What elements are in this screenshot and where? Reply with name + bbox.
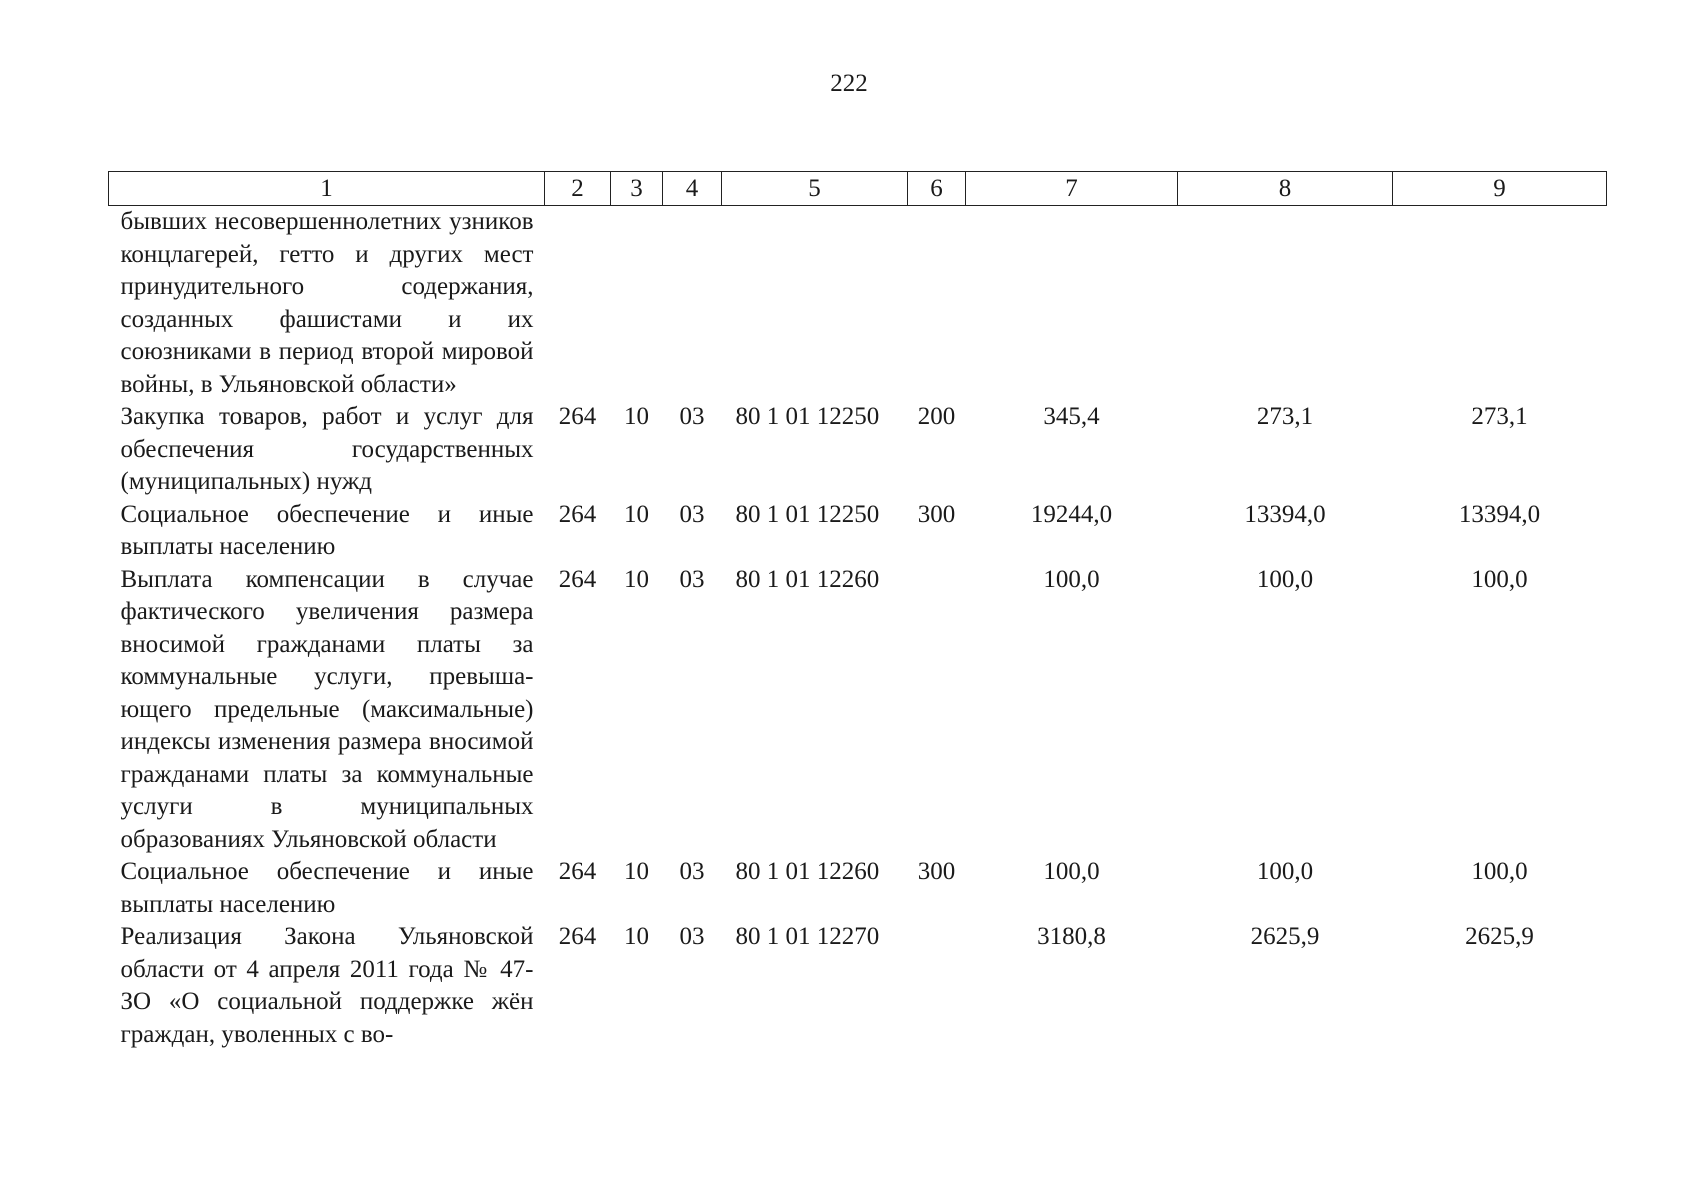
cell-col-2: 264 bbox=[558, 858, 597, 885]
cell-col-9: 273,1 bbox=[1471, 403, 1528, 430]
cell-col-2: 264 bbox=[558, 500, 597, 528]
cell-col-6 bbox=[908, 564, 966, 857]
page-number: 222 bbox=[830, 70, 868, 97]
budget-table bbox=[108, 171, 1607, 1051]
cell-col-6 bbox=[908, 921, 966, 1051]
cell-col-9 bbox=[1393, 206, 1607, 402]
cell-col-4: 03 bbox=[679, 858, 705, 885]
cell-col-4: 03 bbox=[679, 500, 705, 528]
cell-col-7: 19244,0 bbox=[1030, 500, 1113, 528]
row-name: Реализация Закона Ульяновской области от 4 апреля 2011 года № 47-ЗО «О социальной поддержке жён граждан, уволенных с во- bbox=[120, 923, 534, 1048]
row-name: Социальное обеспечение и иные выплаты населению bbox=[120, 500, 534, 560]
row-name: Социальное обеспечение и иные выплаты населению bbox=[120, 858, 534, 918]
table-row bbox=[109, 499, 1607, 564]
cell-col-5: 80 1 01 12250 bbox=[735, 500, 880, 528]
table-row bbox=[109, 856, 1607, 921]
cell-col-3: 10 bbox=[624, 403, 649, 430]
column-header-5: 5 bbox=[722, 172, 908, 206]
cell-col-4: 03 bbox=[679, 403, 705, 430]
cell-col-2: 264 bbox=[558, 923, 597, 950]
cell-col-6: 300 bbox=[917, 858, 956, 885]
cell-col-3: 10 bbox=[624, 923, 649, 950]
cell-col-7: 345,4 bbox=[1043, 403, 1100, 430]
cell-col-4 bbox=[663, 206, 722, 402]
column-header-1: 1 bbox=[109, 172, 545, 206]
row-name: Закупка товаров, работ и услуг для обеспечения государственных (муниципальных) нужд bbox=[120, 403, 534, 495]
cell-col-7 bbox=[966, 206, 1178, 402]
cell-col-8: 273,1 bbox=[1256, 403, 1314, 430]
cell-col-7: 3180,8 bbox=[1037, 923, 1106, 950]
column-header-6: 6 bbox=[908, 172, 966, 206]
cell-col-5 bbox=[722, 206, 908, 402]
cell-col-7: 100,0 bbox=[1043, 565, 1100, 593]
cell-col-2: 264 bbox=[558, 403, 597, 430]
table-row bbox=[109, 401, 1607, 499]
cell-col-5: 80 1 01 12260 bbox=[735, 565, 880, 593]
table-row bbox=[109, 206, 1607, 402]
cell-col-2: 264 bbox=[558, 565, 597, 593]
cell-col-9: 2625,9 bbox=[1465, 923, 1534, 950]
cell-col-8: 100,0 bbox=[1256, 565, 1314, 593]
cell-col-9: 100,0 bbox=[1471, 858, 1528, 885]
cell-col-2 bbox=[545, 206, 611, 402]
table-row bbox=[109, 564, 1607, 857]
cell-col-6: 300 bbox=[917, 500, 956, 528]
column-header-9: 9 bbox=[1393, 172, 1607, 206]
column-header-8: 8 bbox=[1178, 172, 1393, 206]
cell-col-5: 80 1 01 12260 bbox=[735, 858, 880, 885]
row-name: Выплата компенсации в случае фактического увеличения размера вносимой гражданами платы за коммунальные услуги, превышающего предельные (максимальные) индексы изменения размера вносимой гражданами платы за коммунальные услуги в муниципальных образованиях Ульяновской области bbox=[120, 565, 534, 853]
column-header-3: 3 bbox=[611, 172, 663, 206]
row-name: бывших несовершеннолетних узников концлагерей, гетто и других мест принудительного содержания, созданных фашистами и их союзниками в период второй мировой войны, в Ульяновской области» bbox=[120, 208, 534, 398]
cell-col-3 bbox=[611, 206, 663, 402]
cell-col-3: 10 bbox=[624, 500, 649, 528]
column-header-2: 2 bbox=[545, 172, 611, 206]
cell-col-3: 10 bbox=[624, 565, 649, 593]
cell-col-8: 2625,9 bbox=[1250, 923, 1320, 950]
cell-col-4: 03 bbox=[679, 923, 705, 950]
cell-col-6 bbox=[908, 206, 966, 402]
cell-col-9: 100,0 bbox=[1471, 565, 1528, 593]
cell-col-8 bbox=[1178, 206, 1393, 402]
cell-col-3: 10 bbox=[624, 858, 649, 885]
cell-col-8: 13394,0 bbox=[1244, 500, 1326, 528]
column-header-4: 4 bbox=[663, 172, 722, 206]
cell-col-9: 13394,0 bbox=[1458, 500, 1541, 528]
cell-col-5: 80 1 01 12250 bbox=[735, 403, 880, 430]
cell-col-4: 03 bbox=[679, 565, 705, 593]
column-header-7: 7 bbox=[966, 172, 1178, 206]
cell-col-7: 100,0 bbox=[1043, 858, 1100, 885]
table-row bbox=[109, 921, 1607, 1051]
cell-col-6: 200 bbox=[917, 403, 956, 430]
cell-col-8: 100,0 bbox=[1256, 858, 1314, 885]
header-row bbox=[109, 172, 1607, 206]
cell-col-5: 80 1 01 12270 bbox=[735, 923, 880, 950]
